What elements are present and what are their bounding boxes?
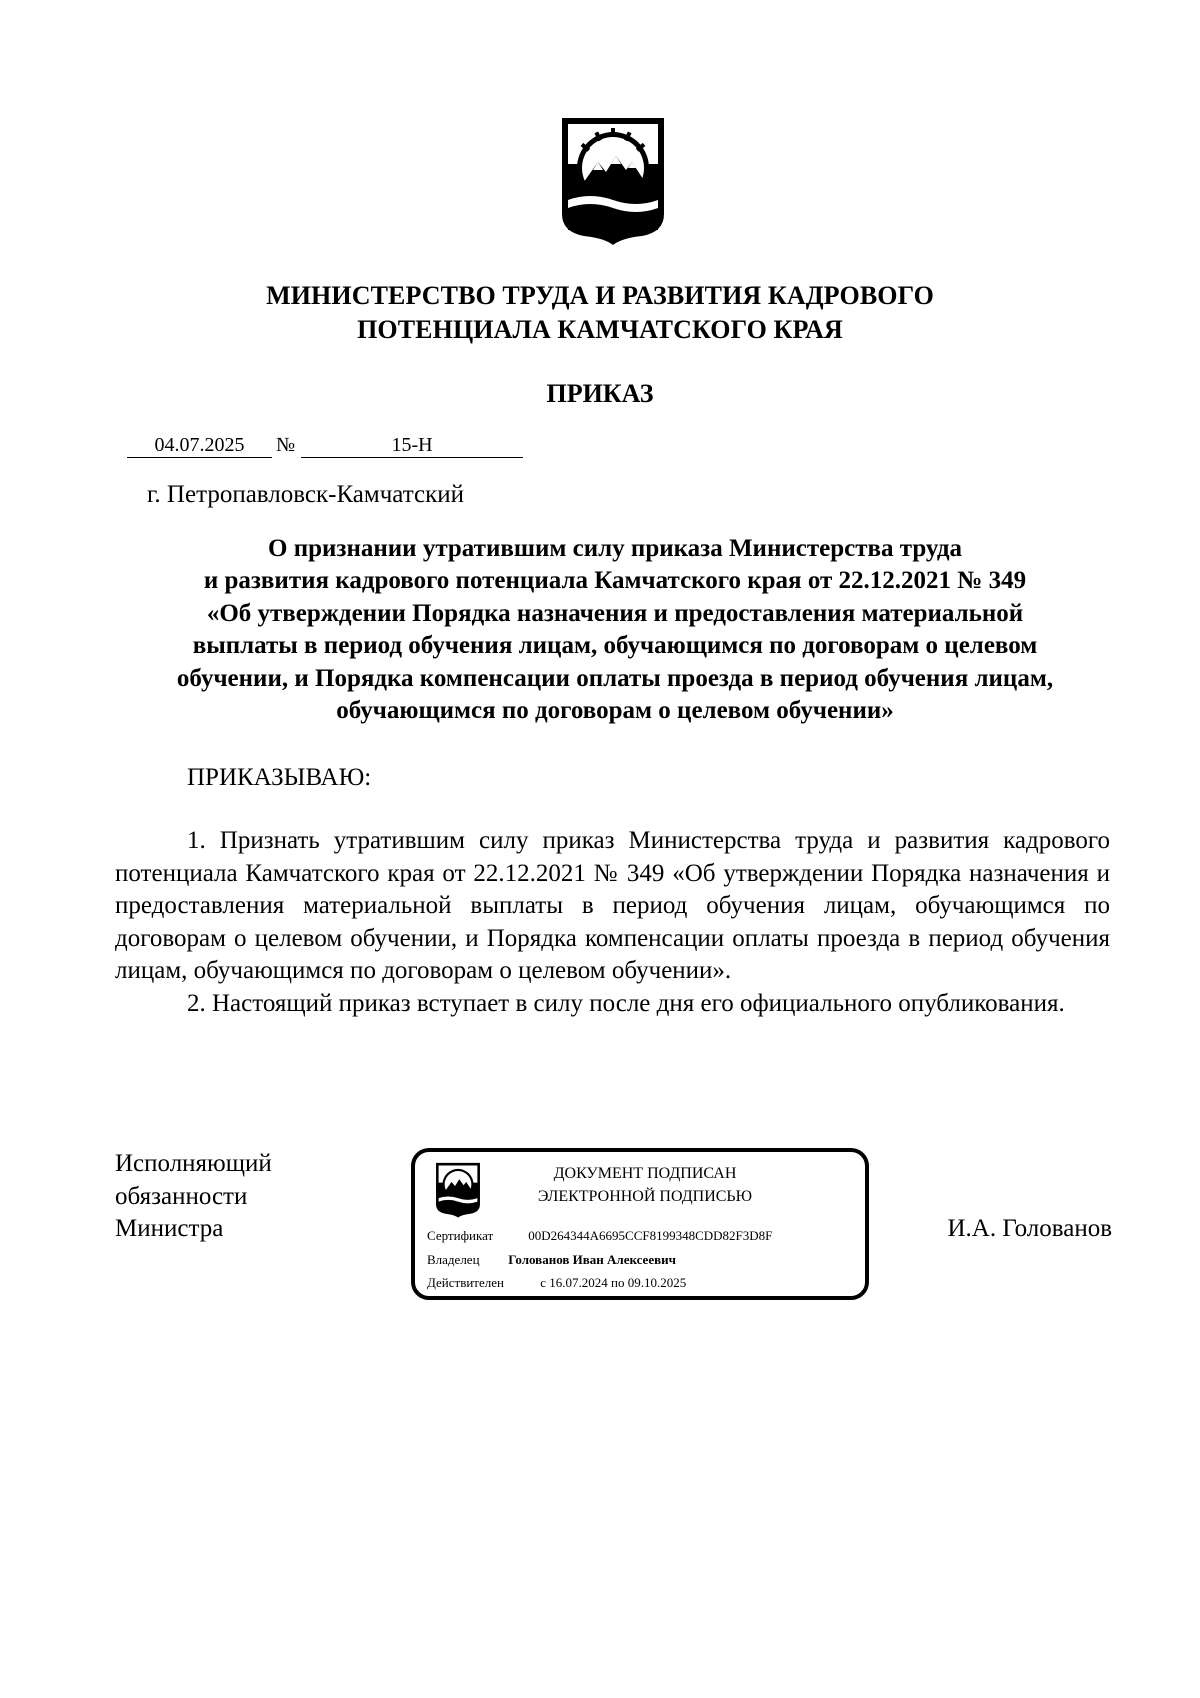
order-date: 04.07.2025 (127, 432, 272, 458)
ministry-name-line-1: МИНИСТЕРСТВО ТРУДА И РАЗВИТИЯ КАДРОВОГО (266, 281, 934, 310)
number-sign: № (276, 434, 296, 456)
document-type: ПРИКАЗ (546, 379, 654, 408)
certificate-label: Сертификат (427, 1228, 494, 1243)
stamp-coat-of-arms-icon (435, 1162, 481, 1218)
order-body (115, 825, 1110, 1021)
ministry-name-line-2: ПОТЕНЦИАЛА КАМЧАТСКОГО КРАЯ (357, 315, 843, 344)
electronic-signature-stamp (411, 1148, 869, 1300)
title-line: обучающимся по договорам о целевом обучении» (336, 697, 894, 725)
stamp-owner-row (427, 1251, 676, 1269)
signer-position-line: обязанности (115, 1182, 248, 1210)
order-item: 1. Признать утратившим силу приказ Министерства труда и развития кадрового потенциала Камчатского края от 22.12.2021 № 349 «Об утверждении Порядка назначения и предоставления материальной выплаты в период обучения лицам, обучающимся по договорам о целевом обучении, и Порядка компенсации оплаты проезда в период обучения лицам, обучающимся по договорам о целевом обучении». (115, 827, 1110, 985)
order-title (115, 533, 1115, 727)
kamchatka-coat-of-arms-icon (560, 116, 666, 246)
owner-value: Голованов Иван Алексеевич (508, 1252, 676, 1267)
city: г. Петропавловск-Камчатский (147, 481, 464, 508)
title-line: обучении, и Порядка компенсации оплаты проезда в период обучения лицам, (176, 664, 1054, 692)
signer-position-line: Министра (115, 1215, 224, 1242)
stamp-validity-row (427, 1274, 686, 1292)
stamp-heading (495, 1162, 795, 1208)
title-line: и развития кадрового потенциала Камчатского края от 22.12.2021 № 349 (203, 567, 1027, 595)
signer-name: И.А. Голованов (947, 1215, 1112, 1242)
order-item: 2. Настоящий приказ вступает в силу после дня его официального опубликования. (187, 989, 1065, 1017)
stamp-certificate-row (427, 1227, 772, 1245)
ministry-name (0, 279, 1200, 347)
validity-value: с 16.07.2024 по 09.10.2025 (540, 1275, 687, 1290)
stamp-heading-line: ЭЛЕКТРОННОЙ ПОДПИСЬЮ (537, 1188, 753, 1205)
stamp-heading-line: ДОКУМЕНТ ПОДПИСАН (553, 1165, 737, 1182)
signer-position-line: Исполняющий (115, 1150, 272, 1177)
order-number: 15-Н (301, 432, 523, 458)
validity-label: Действителен (427, 1275, 504, 1290)
certificate-value: 00D264344A6695CCF8199348CDD82F3D8F (528, 1228, 773, 1243)
title-line: выплаты в период обучения лицам, обучающимся по договорам о целевом (192, 632, 1038, 660)
owner-label: Владелец (427, 1252, 480, 1267)
title-line: О признании утратившим силу приказа Министерства труда (268, 535, 962, 562)
title-line: «Об утверждении Порядка назначения и предоставления материальной (206, 599, 1024, 627)
orders-label: ПРИКАЗЫВАЮ: (187, 764, 372, 791)
signer-position (115, 1148, 272, 1246)
